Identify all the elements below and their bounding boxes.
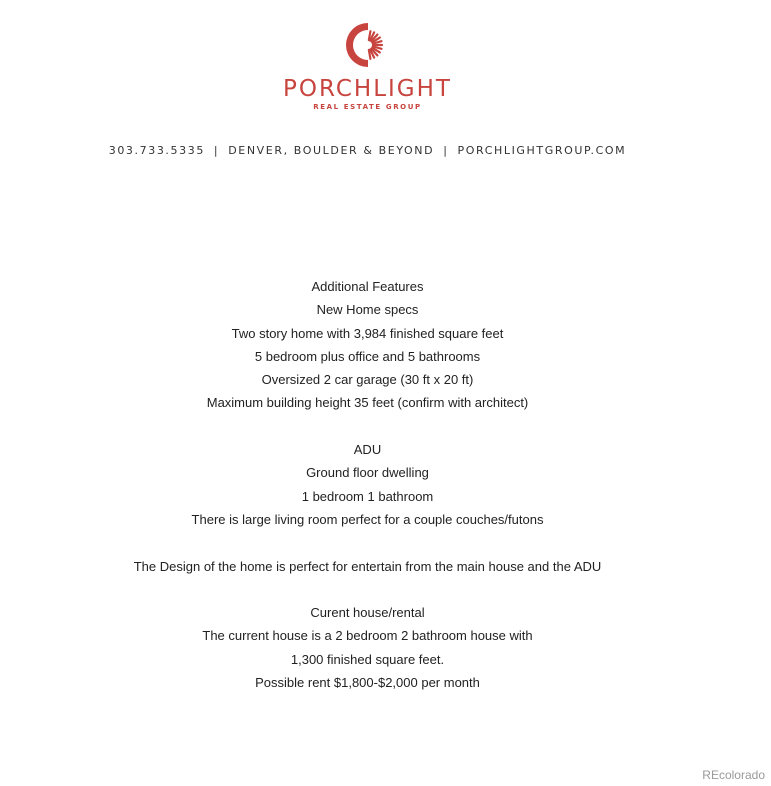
design-line: The Design of the home is perfect for entertain from the main house and the ADU <box>133 558 602 574</box>
contact-separator: | <box>443 144 449 157</box>
watermark: REcolorado <box>702 768 765 782</box>
adu-title: ADU <box>353 442 382 458</box>
current-line: Possible rent $1,800-$2,000 per month <box>255 675 480 691</box>
feature-line: Oversized 2 car garage (30 ft x 20 ft) <box>261 372 474 388</box>
features-subtitle: New Home specs <box>316 302 419 318</box>
contact-bar <box>0 144 735 157</box>
sunburst-logo-icon <box>343 20 393 70</box>
contact-separator: | <box>213 144 220 157</box>
brand-tagline: REAL ESTATE GROUP <box>313 103 422 111</box>
feature-line: Maximum building height 35 feet (confirm with architect) <box>206 395 529 411</box>
feature-line: 5 bedroom plus office and 5 bathrooms <box>254 348 481 364</box>
adu-line: Ground floor dwelling <box>306 465 429 481</box>
current-line: 1,300 finished square feet. <box>290 651 445 667</box>
features-title: Additional Features <box>311 279 424 294</box>
current-title: Curent house/rental <box>310 605 425 621</box>
current-line: The current house is a 2 bedroom 2 bathroom house with <box>202 628 533 644</box>
contact-region: DENVER, BOULDER & BEYOND <box>228 144 435 157</box>
feature-line: Two story home with 3,984 finished square feet <box>231 325 504 341</box>
adu-line: 1 bedroom 1 bathroom <box>301 488 434 504</box>
adu-line: There is large living room perfect for a couple couches/futons <box>191 511 544 527</box>
listing-description <box>0 275 735 694</box>
logo <box>0 20 735 111</box>
brand-name: PORCHLIGHT <box>283 76 452 102</box>
contact-website: PORCHLIGHTGROUP.COM <box>457 144 627 157</box>
contact-phone: 303.733.5335 <box>108 144 205 157</box>
